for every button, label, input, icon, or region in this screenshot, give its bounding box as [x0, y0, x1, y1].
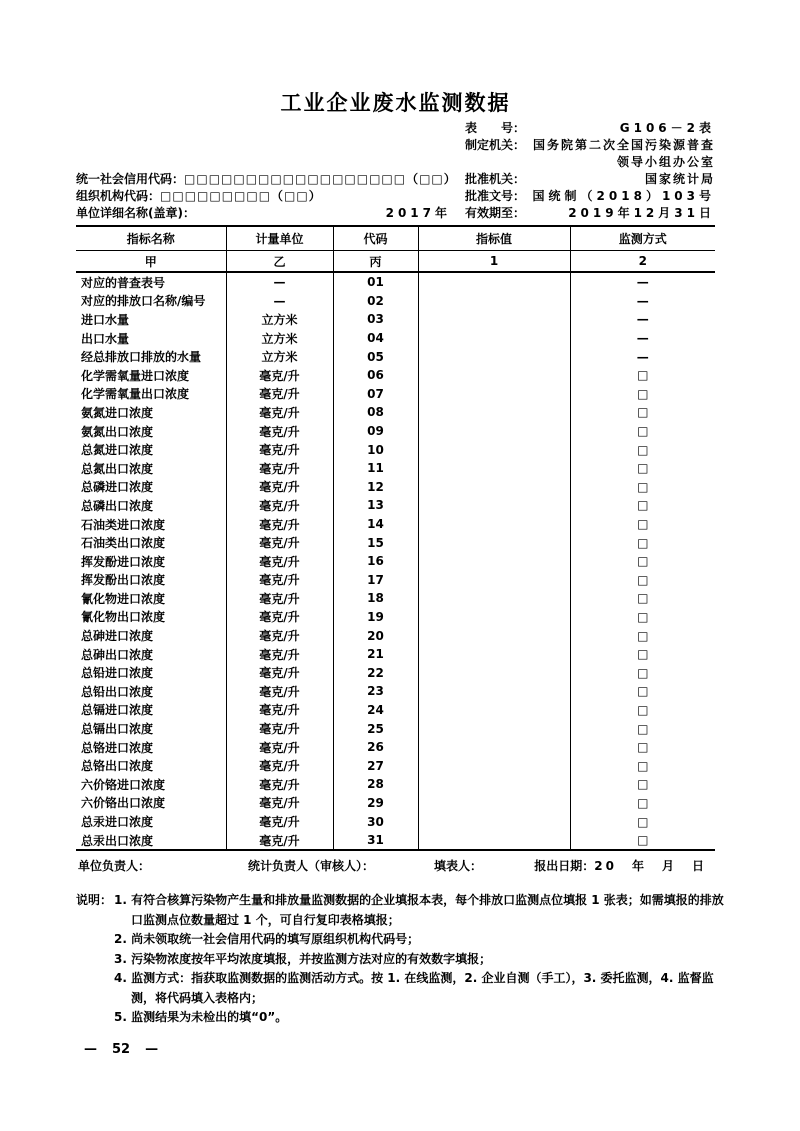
table-row — [76, 459, 715, 478]
code-cell: 13 — [333, 496, 418, 515]
monitoring-method-cell: — — [636, 349, 649, 364]
table-row — [76, 756, 715, 775]
indicator-name-cell: 总铅出口浓度 — [76, 682, 226, 701]
checkbox-icon: □ — [637, 554, 649, 569]
table-row — [76, 775, 715, 794]
indicator-value-cell — [418, 403, 570, 422]
indicator-value-cell — [418, 329, 570, 348]
subheader-1: 1 — [418, 251, 570, 273]
unit-cell: 毫克/升 — [226, 440, 333, 459]
monitoring-method-cell — [570, 719, 715, 738]
unit-cell: 毫克/升 — [226, 552, 333, 571]
unit-cell: — — [226, 292, 333, 311]
table-row — [76, 347, 715, 366]
indicator-value-cell — [418, 571, 570, 590]
doc-number-label: 批准文号： — [465, 189, 526, 203]
indicator-value-cell — [418, 496, 570, 515]
indicator-table — [76, 225, 715, 851]
meta-row-unit-name — [76, 205, 715, 222]
monitoring-method-cell — [570, 626, 715, 645]
unit-cell: 毫克/升 — [226, 626, 333, 645]
monitoring-method-cell: — — [636, 331, 649, 346]
note-item-5: 5. 监测结果为未检出的填“0”。 — [114, 1010, 288, 1025]
credit-code-label: 统一社会信用代码： — [76, 172, 185, 186]
unit-cell: 毫克/升 — [226, 794, 333, 813]
table-row — [76, 682, 715, 701]
table-row — [76, 571, 715, 590]
table-row — [76, 738, 715, 757]
indicator-value-cell — [418, 608, 570, 627]
table-row — [76, 719, 715, 738]
code-cell: 04 — [333, 329, 418, 348]
checkbox-icon: □ — [637, 424, 649, 439]
table-row — [76, 533, 715, 552]
indicator-value-cell — [418, 831, 570, 851]
code-cell: 02 — [333, 292, 418, 311]
table-row — [76, 366, 715, 385]
unit-cell: 立方米 — [226, 310, 333, 329]
unit-cell: 毫克/升 — [226, 682, 333, 701]
monitoring-method-cell: — — [636, 293, 649, 308]
code-cell: 20 — [333, 626, 418, 645]
checkbox-icon: □ — [637, 405, 649, 420]
monitoring-method-cell — [570, 533, 715, 552]
unit-cell: 毫克/升 — [226, 366, 333, 385]
table-row — [76, 292, 715, 311]
unit-cell: 毫克/升 — [226, 533, 333, 552]
monitoring-method-cell: — — [636, 312, 649, 327]
checkbox-icon: □ — [637, 814, 649, 829]
notes-section — [76, 891, 731, 1028]
indicator-name-cell: 氨氮出口浓度 — [76, 422, 226, 441]
monitoring-method-cell — [570, 738, 715, 757]
maker-label: 制定机关： — [465, 138, 526, 152]
note-item-1: 1. 有符合核算污染物产生量和排放量监测数据的企业填报本表，每个排放口监测点位填报 1 张表；如需填报的排放口监测点位数量超过 1 个，可自行复印表格填报； — [114, 893, 724, 927]
indicator-name-cell: 总铬出口浓度 — [76, 756, 226, 775]
monitoring-method-cell — [570, 440, 715, 459]
indicator-value-cell — [418, 738, 570, 757]
form-number-label: 表 号： — [465, 121, 526, 135]
checkbox-icon: □ — [637, 647, 649, 662]
indicator-name-cell: 总镉出口浓度 — [76, 719, 226, 738]
indicator-name-cell: 挥发酚进口浓度 — [76, 552, 226, 571]
table-subheader-row — [76, 251, 715, 273]
indicator-value-cell — [418, 663, 570, 682]
indicator-value-cell — [418, 515, 570, 534]
unit-cell: 毫克/升 — [226, 645, 333, 664]
indicator-name-cell: 总氮出口浓度 — [76, 459, 226, 478]
code-cell: 11 — [333, 459, 418, 478]
indicator-name-cell: 进口水量 — [76, 310, 226, 329]
monitoring-method-cell — [570, 515, 715, 534]
indicator-value-cell — [418, 459, 570, 478]
indicator-name-cell: 总铬进口浓度 — [76, 738, 226, 757]
checkbox-icon: □ — [637, 461, 649, 476]
indicator-name-cell: 挥发酚出口浓度 — [76, 571, 226, 590]
indicator-name-cell: 六价铬进口浓度 — [76, 775, 226, 794]
indicator-name-cell: 氰化物出口浓度 — [76, 608, 226, 627]
checkbox-icon: □ — [637, 740, 649, 755]
page-number — [84, 1042, 158, 1057]
code-cell: 16 — [333, 552, 418, 571]
code-cell: 28 — [333, 775, 418, 794]
report-year: 2017年 — [385, 206, 451, 220]
indicator-name-cell: 总砷出口浓度 — [76, 645, 226, 664]
indicator-value-cell — [418, 385, 570, 404]
indicator-name-cell: 总磷出口浓度 — [76, 496, 226, 515]
indicator-value-cell — [418, 812, 570, 831]
code-cell: 18 — [333, 589, 418, 608]
checkbox-icon: □ — [637, 702, 649, 717]
monitoring-method-cell — [570, 552, 715, 571]
code-cell: 17 — [333, 571, 418, 590]
indicator-value-cell — [418, 533, 570, 552]
monitoring-method-cell — [570, 571, 715, 590]
indicator-value-cell — [418, 272, 570, 292]
doc-number-value: 国统制（2018）103号 — [532, 189, 715, 203]
table-row — [76, 496, 715, 515]
meta-row-form-number — [76, 120, 715, 137]
table-row — [76, 589, 715, 608]
checkbox-icon: □ — [637, 684, 649, 699]
code-cell: 29 — [333, 794, 418, 813]
unit-cell: 毫克/升 — [226, 701, 333, 720]
col-header-monitoring-method: 监测方式 — [570, 226, 715, 251]
monitoring-method-cell — [570, 589, 715, 608]
indicator-name-cell: 化学需氧量进口浓度 — [76, 366, 226, 385]
unit-name-label: 单位详细名称(盖章)： — [76, 206, 195, 220]
notes-label: 说明： — [76, 893, 113, 908]
checkbox-icon: □ — [637, 721, 649, 736]
checkbox-icon: □ — [637, 442, 649, 457]
table-row — [76, 310, 715, 329]
approver-label: 批准机关： — [465, 172, 526, 186]
maker-value: 国务院第二次全国污染源普查 — [532, 138, 715, 152]
indicator-value-cell — [418, 794, 570, 813]
meta-row-maker — [76, 137, 715, 154]
monitoring-method-cell — [570, 682, 715, 701]
code-cell: 22 — [333, 663, 418, 682]
indicator-value-cell — [418, 552, 570, 571]
unit-cell: 毫克/升 — [226, 608, 333, 627]
unit-cell: 毫克/升 — [226, 719, 333, 738]
code-cell: 15 — [333, 533, 418, 552]
subheader-bing: 丙 — [333, 251, 418, 273]
indicator-name-cell: 总镉进口浓度 — [76, 701, 226, 720]
table-row — [76, 794, 715, 813]
monitoring-method-cell — [570, 478, 715, 497]
checkbox-icon: □ — [637, 572, 649, 587]
code-cell: 19 — [333, 608, 418, 627]
monitoring-method-cell — [570, 422, 715, 441]
unit-cell: 毫克/升 — [226, 812, 333, 831]
monitoring-method-cell — [570, 496, 715, 515]
code-cell: 21 — [333, 645, 418, 664]
unit-cell: 毫克/升 — [226, 422, 333, 441]
meta-row-maker2 — [76, 154, 715, 171]
indicator-name-cell: 六价铬出口浓度 — [76, 794, 226, 813]
table-row — [76, 329, 715, 348]
indicator-value-cell — [418, 440, 570, 459]
indicator-name-cell: 总砷进口浓度 — [76, 626, 226, 645]
form-number-value: G106－2表 — [619, 121, 715, 135]
code-cell: 12 — [333, 478, 418, 497]
table-row — [76, 645, 715, 664]
code-cell: 24 — [333, 701, 418, 720]
monitoring-method-cell — [570, 459, 715, 478]
report-date-value: 20 年 月 日 — [594, 859, 707, 874]
unit-cell: 毫克/升 — [226, 756, 333, 775]
indicator-name-cell: 总汞进口浓度 — [76, 812, 226, 831]
indicator-name-cell: 对应的普查表号 — [76, 272, 226, 292]
table-header-row — [76, 226, 715, 251]
table-row — [76, 608, 715, 627]
col-header-indicator-name: 指标名称 — [76, 226, 226, 251]
page-number-dash-left: — — [84, 1042, 97, 1057]
note-item-3: 3. 污染物浓度按年平均浓度填报，并按监测方法对应的有效数字填报； — [114, 951, 492, 966]
code-cell: 27 — [333, 756, 418, 775]
checkbox-icon: □ — [637, 758, 649, 773]
checkbox-icon: □ — [637, 386, 649, 401]
unit-head-label: 单位负责人： — [78, 859, 151, 874]
unit-cell: 毫克/升 — [226, 403, 333, 422]
indicator-name-cell: 对应的排放口名称/编号 — [76, 292, 226, 311]
credit-code-boxes: □□□□□□□□□□□□□□□□□□（□□） — [184, 172, 457, 186]
unit-cell: 毫克/升 — [226, 663, 333, 682]
valid-until-label: 有效期至： — [465, 206, 526, 220]
indicator-name-cell: 出口水量 — [76, 329, 226, 348]
approver-value: 国家统计局 — [644, 172, 715, 186]
subheader-2: 2 — [570, 251, 715, 273]
unit-cell: 毫克/升 — [226, 385, 333, 404]
checkbox-icon: □ — [637, 517, 649, 532]
indicator-value-cell — [418, 366, 570, 385]
indicator-value-cell — [418, 422, 570, 441]
code-cell: 10 — [333, 440, 418, 459]
checkbox-icon: □ — [637, 498, 649, 513]
table-row — [76, 626, 715, 645]
monitoring-method-cell — [570, 701, 715, 720]
unit-cell: — — [226, 272, 333, 292]
table-row — [76, 403, 715, 422]
checkbox-icon: □ — [637, 665, 649, 680]
indicator-value-cell — [418, 478, 570, 497]
code-cell: 14 — [333, 515, 418, 534]
unit-cell: 毫克/升 — [226, 571, 333, 590]
table-row — [76, 812, 715, 831]
indicator-value-cell — [418, 292, 570, 311]
note-item-2: 2. 尚未领取统一社会信用代码的填写原组织机构代码号； — [114, 932, 420, 947]
code-cell: 31 — [333, 831, 418, 851]
org-code-boxes: □□□□□□□□□（□□） — [160, 189, 322, 203]
monitoring-method-cell — [570, 756, 715, 775]
indicator-value-cell — [418, 775, 570, 794]
monitoring-method-cell — [570, 831, 715, 851]
checkbox-icon: □ — [637, 833, 649, 848]
unit-cell: 立方米 — [226, 329, 333, 348]
unit-cell: 毫克/升 — [226, 775, 333, 794]
unit-cell: 毫克/升 — [226, 589, 333, 608]
indicator-name-cell: 氨氮进口浓度 — [76, 403, 226, 422]
code-cell: 25 — [333, 719, 418, 738]
meta-row-credit-code — [76, 171, 715, 188]
report-date-label: 报出日期： — [534, 859, 595, 874]
table-row — [76, 515, 715, 534]
stats-head-label: 统计负责人（审核人）： — [248, 859, 375, 874]
unit-cell: 毫克/升 — [226, 831, 333, 851]
col-header-code: 代码 — [333, 226, 418, 251]
unit-cell: 毫克/升 — [226, 459, 333, 478]
table-row — [76, 663, 715, 682]
indicator-value-cell — [418, 719, 570, 738]
col-header-unit: 计量单位 — [226, 226, 333, 251]
code-cell: 08 — [333, 403, 418, 422]
code-cell: 23 — [333, 682, 418, 701]
indicator-value-cell — [418, 347, 570, 366]
indicator-value-cell — [418, 756, 570, 775]
meta-row-org-code — [76, 188, 715, 205]
table-row — [76, 478, 715, 497]
page-number-dash-right: — — [145, 1042, 159, 1057]
code-cell: 26 — [333, 738, 418, 757]
table-row — [76, 272, 715, 292]
signature-row — [76, 858, 715, 875]
indicator-value-cell — [418, 626, 570, 645]
monitoring-method-cell — [570, 812, 715, 831]
checkbox-icon: □ — [637, 368, 649, 383]
checkbox-icon: □ — [637, 628, 649, 643]
indicator-name-cell: 化学需氧量出口浓度 — [76, 385, 226, 404]
org-code-label: 组织机构代码： — [76, 189, 161, 203]
indicator-name-cell: 石油类进口浓度 — [76, 515, 226, 534]
monitoring-method-cell — [570, 366, 715, 385]
code-cell: 06 — [333, 366, 418, 385]
monitoring-method-cell — [570, 608, 715, 627]
checkbox-icon: □ — [637, 591, 649, 606]
table-row — [76, 552, 715, 571]
subheader-yi: 乙 — [226, 251, 333, 273]
monitoring-method-cell — [570, 645, 715, 664]
indicator-value-cell — [418, 310, 570, 329]
indicator-name-cell: 总铅进口浓度 — [76, 663, 226, 682]
indicator-value-cell — [418, 682, 570, 701]
code-cell: 09 — [333, 422, 418, 441]
unit-cell: 立方米 — [226, 347, 333, 366]
note-item-4: 4. 监测方式：指获取监测数据的监测活动方式。按 1. 在线监测，2. 企业自测（手工），3. 委托监测，4. 监督监测，将代码填入表格内； — [114, 971, 714, 1005]
col-header-indicator-value: 指标值 — [418, 226, 570, 251]
unit-cell: 毫克/升 — [226, 478, 333, 497]
maker-value-line2: 领导小组办公室 — [616, 155, 715, 169]
unit-cell: 毫克/升 — [226, 496, 333, 515]
table-row — [76, 440, 715, 459]
code-cell: 07 — [333, 385, 418, 404]
indicator-name-cell: 氰化物进口浓度 — [76, 589, 226, 608]
form-title: 工业企业废水监测数据 — [280, 91, 511, 115]
indicator-name-cell: 总氮进口浓度 — [76, 440, 226, 459]
indicator-name-cell: 总汞出口浓度 — [76, 831, 226, 851]
monitoring-method-cell: — — [636, 275, 649, 290]
page-number-value: 52 — [112, 1042, 131, 1057]
indicator-value-cell — [418, 645, 570, 664]
indicator-name-cell: 石油类出口浓度 — [76, 533, 226, 552]
table-row — [76, 701, 715, 720]
monitoring-method-cell — [570, 403, 715, 422]
indicator-name-cell: 总磷进口浓度 — [76, 478, 226, 497]
monitoring-method-cell — [570, 385, 715, 404]
unit-cell: 毫克/升 — [226, 515, 333, 534]
table-row — [76, 385, 715, 404]
code-cell: 03 — [333, 310, 418, 329]
preparer-label: 填表人： — [434, 859, 483, 874]
code-cell: 01 — [333, 272, 418, 292]
code-cell: 05 — [333, 347, 418, 366]
report-date — [534, 858, 707, 875]
form-meta — [76, 120, 715, 222]
code-cell: 30 — [333, 812, 418, 831]
table-row — [76, 831, 715, 851]
unit-cell: 毫克/升 — [226, 738, 333, 757]
checkbox-icon: □ — [637, 609, 649, 624]
indicator-name-cell: 经总排放口排放的水量 — [76, 347, 226, 366]
checkbox-icon: □ — [637, 777, 649, 792]
monitoring-method-cell — [570, 775, 715, 794]
valid-until-value: 2019年12月31日 — [568, 206, 715, 220]
monitoring-method-cell — [570, 663, 715, 682]
checkbox-icon: □ — [637, 535, 649, 550]
indicator-value-cell — [418, 589, 570, 608]
subheader-jia: 甲 — [76, 251, 226, 273]
monitoring-method-cell — [570, 794, 715, 813]
indicator-value-cell — [418, 701, 570, 720]
checkbox-icon: □ — [637, 479, 649, 494]
checkbox-icon: □ — [637, 795, 649, 810]
table-row — [76, 422, 715, 441]
